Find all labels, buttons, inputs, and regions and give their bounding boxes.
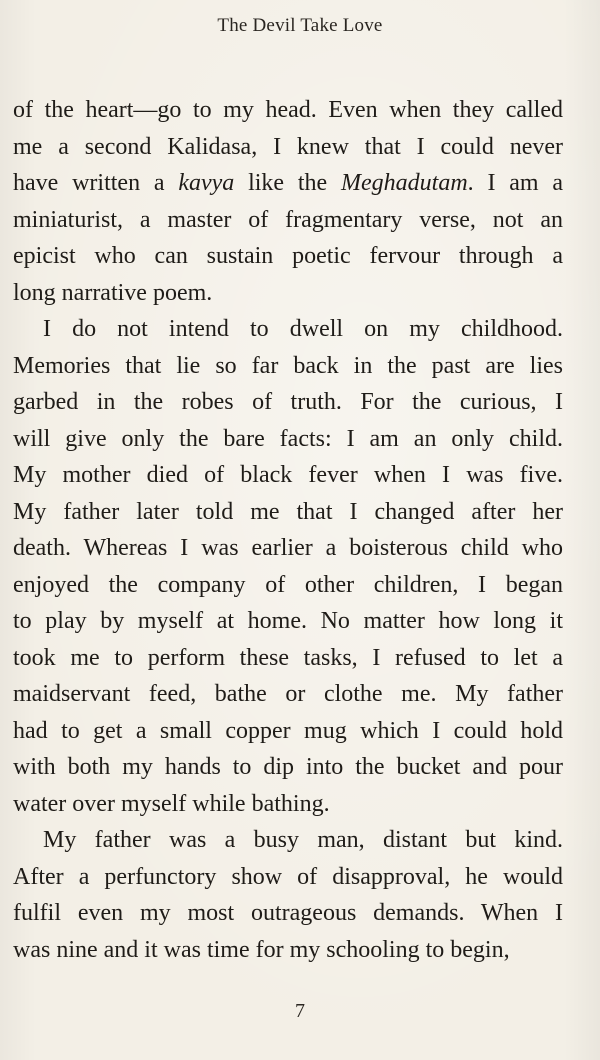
paragraph [13, 311, 563, 822]
text-line: took me to perform these tasks, I refused to let a [13, 644, 563, 671]
text-line: After a perfunctory show of disapproval, he would [13, 863, 563, 890]
text-line: fulfil even my most outrageous demands. When I [13, 900, 563, 926]
text-line: garbed in the robes of truth. For the curious, I [13, 389, 563, 415]
text-line: My mother died of black fever when I was five. [13, 462, 563, 488]
text-line: epicist who can sustain poetic fervour through a [13, 243, 563, 269]
text-line: Memories that lie so far back in the past are lies [13, 352, 563, 379]
text-line: My father later told me that I changed after her [13, 498, 563, 525]
italic-title: kavya [178, 170, 235, 196]
text-line: to play by myself at home. No matter how long it [13, 608, 563, 634]
text-line: My father was a busy man, distant but kind. [43, 827, 563, 853]
text-line: with both my hands to dip into the bucket and pour [13, 754, 563, 780]
text-line: water over myself while bathing. [13, 790, 330, 817]
italic-title: Meghadutam [341, 170, 468, 196]
text-line: enjoyed the company of other children, I began [13, 571, 563, 598]
text-line: was nine and it was time for my schooling to begin, [13, 936, 510, 963]
page-number: 7 [295, 1000, 305, 1022]
text-line: I do not intend to dwell on my childhood. [43, 316, 563, 342]
text-line: will give only the bare facts: I am an only child. [13, 425, 563, 452]
text-line: long narrative poem. [13, 279, 213, 306]
text-line: of the heart—go to my head. Even when they called [13, 97, 563, 123]
text-line: had to get a small copper mug which I could hold [13, 717, 563, 744]
running-head: The Devil Take Love [217, 15, 383, 36]
text-line: miniaturist, a master of fragmentary verse, not an [13, 206, 563, 233]
text-line: have written a kavya like the Meghadutam. I am a [13, 170, 564, 196]
paragraph [13, 92, 563, 311]
body-text [13, 92, 563, 968]
text-line: death. Whereas I was earlier a boisterous child who [13, 535, 563, 561]
text-line: me a second Kalidasa, I knew that I could never [13, 133, 563, 160]
paragraph [13, 822, 563, 968]
text-line: maidservant feed, bathe or clothe me. My father [13, 681, 563, 707]
